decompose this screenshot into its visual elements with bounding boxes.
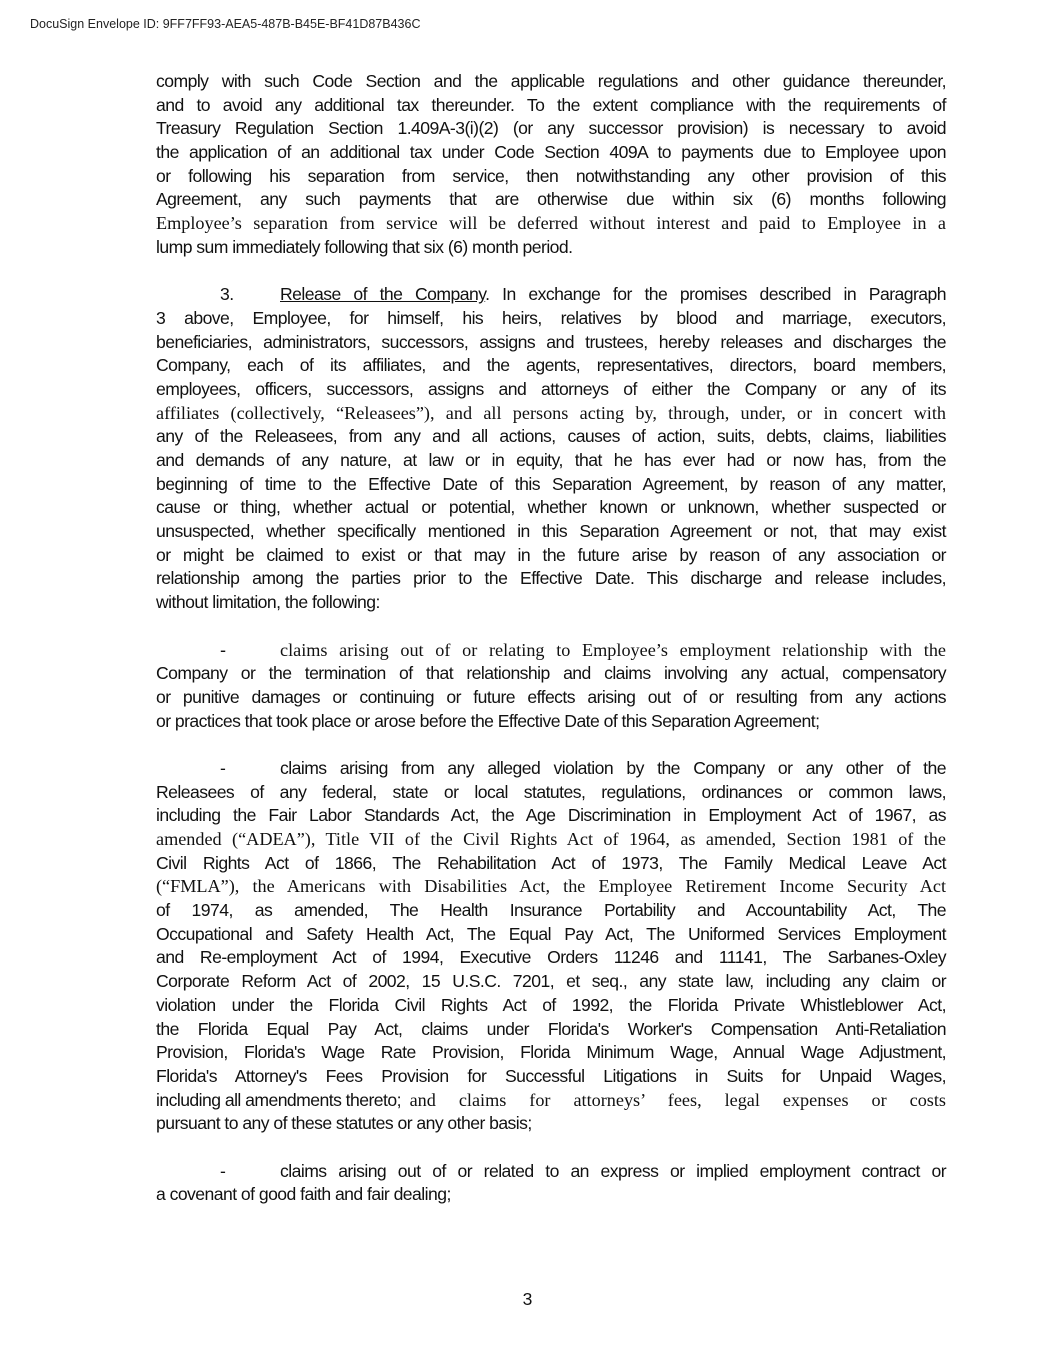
text-line: Occupational and Safety Health Act, The Equal Pay Act, The Uniformed Services Employment	[156, 923, 946, 944]
text-line: any of the Releasees, from any and all actions, causes of action, suits, debts, claims, liabilities	[156, 426, 946, 447]
text-line: and to avoid any additional tax thereunder. To the extent compliance with the requirements of	[156, 94, 946, 115]
text-line: the Florida Equal Pay Act, claims under Florida's Worker's Compensation Anti-Retaliation	[156, 1018, 946, 1039]
text-segment: and claims for attorneys’ fees, legal expenses or costs	[409, 1089, 946, 1110]
text-line: including the Fair Labor Standards Act, the Age Discrimination in Employment Act of 1967, as	[156, 805, 946, 826]
document-page-body	[156, 70, 946, 1231]
section-number: 3.	[220, 284, 234, 305]
text-line: Florida's Attorney's Fees Provision for Successful Litigations in Suits for Unpaid Wages,	[156, 1065, 946, 1086]
text-line: beneficiaries, administrators, successors, assigns and trustees, hereby releases and discharges the	[156, 331, 946, 352]
section-heading-line	[156, 283, 946, 307]
text-line: or might be claimed to exist or that may in the future arise by reason of any association or	[156, 544, 946, 565]
text-line: unsuspected, whether specifically mentioned in this Separation Agreement or not, that may exist	[156, 521, 946, 542]
bullet-item-contract-claims	[156, 1160, 946, 1207]
text-line: comply with such Code Section and the applicable regulations and other guidance thereunder,	[156, 71, 946, 91]
bullet-item-statutory-claims	[156, 757, 946, 1136]
text-line: and demands of any nature, at law or in equity, that he has ever had or now has, from the	[156, 450, 946, 470]
continuation-paragraph	[156, 70, 946, 260]
text-line: affiliates (collectively, “Releasees”), and all persons acting by, through, under, or in concert with	[156, 402, 946, 423]
bullet-dash: -	[220, 1160, 226, 1181]
text-line: Agreement, any such payments that are otherwise due within six (6) months following	[156, 189, 946, 210]
bullet-first-line	[156, 639, 946, 663]
text-line: relationship among the parties prior to the Effective Date. This discharge and release includes,	[156, 568, 946, 589]
bullet-item-employment-claims	[156, 639, 946, 734]
text-line: cause or thing, whether actual or potential, whether known or unknown, whether suspected or	[156, 497, 946, 518]
text-line: without limitation, the following:	[156, 592, 380, 613]
text-line: a covenant of good faith and fair dealing;	[156, 1184, 451, 1205]
text-line: Company, each of its affiliates, and the agents, representatives, directors, board members,	[156, 355, 946, 376]
text-line: Company or the termination of that relationship and claims involving any actual, compensatory	[156, 663, 946, 684]
bullet-text: claims arising from any alleged violation by the Company or any other of the	[280, 757, 946, 778]
text-line: Provision, Florida's Wage Rate Provision, Florida Minimum Wage, Annual Wage Adjustment,	[156, 1042, 946, 1063]
text-line: Corporate Reform Act of 2002, 15 U.S.C. 7201, et seq., any state law, including any claim or	[156, 971, 946, 992]
text-line: pursuant to any of these statutes or any other basis;	[156, 1113, 532, 1134]
text-line: Releasees of any federal, state or local statutes, regulations, ordinances or common laws,	[156, 781, 946, 802]
text-line: the application of an additional tax under Code Section 409A to payments due to Employee upon	[156, 142, 946, 163]
text-line: or following his separation from service, then notwithstanding any other provision of this	[156, 165, 946, 186]
bullet-first-line	[156, 1160, 946, 1184]
text-line: employees, officers, successors, assigns and attorneys of either the Company or any of its	[156, 378, 946, 399]
bullet-first-line	[156, 757, 946, 781]
bullet-dash: -	[220, 757, 226, 778]
text-line: and Re-employment Act of 1994, Executive Orders 11246 and 11141, The Sarbanes-Oxley	[156, 947, 946, 968]
page-number: 3	[522, 1289, 533, 1309]
text-line: Treasury Regulation Section 1.409A-3(i)(2) (or any successor provision) is necessary to avoid	[156, 118, 946, 139]
text-line: (“FMLA”), the Americans with Disabilities Act, the Employee Retirement Income Security Act	[156, 876, 946, 897]
text-segment: including all amendments thereto;	[156, 1089, 410, 1110]
text-line: 3 above, Employee, for himself, his heirs, relatives by blood and marriage, executors,	[156, 307, 946, 328]
text-line: lump sum immediately following that six (6) month period.	[156, 236, 573, 257]
bullet-dash: -	[220, 639, 227, 660]
text-line: amended (“ADEA”), Title VII of the Civil Rights Act of 1964, as amended, Section 1981 of the	[156, 829, 946, 849]
text-line: beginning of time to the Effective Date of this Separation Agreement, by reason of any matter,	[156, 473, 946, 494]
text-line: Employee’s separation from service will be deferred without interest and paid to Employee in a	[156, 213, 946, 234]
section-heading: Release of the Company	[280, 284, 486, 305]
section-intro: . In exchange for the promises described in Paragraph	[485, 284, 946, 305]
text-line: of 1974, as amended, The Health Insurance Portability and Accountability Act, The	[156, 900, 946, 921]
mixed-font-line	[156, 1089, 946, 1113]
text-line: Civil Rights Act of 1866, The Rehabilitation Act of 1973, The Family Medical Leave Act	[156, 852, 946, 873]
bullet-text: claims arising out of or related to an express or implied employment contract or	[280, 1160, 946, 1181]
docusign-envelope-id: DocuSign Envelope ID: 9FF7FF93-AEA5-487B-B45E-BF41D87B436C	[30, 17, 421, 31]
text-line: or punitive damages or continuing or future effects arising out of or resulting from any actions	[156, 686, 946, 707]
text-line: violation under the Florida Civil Rights Act of 1992, the Florida Private Whistleblower Act,	[156, 994, 946, 1015]
text-line: or practices that took place or arose before the Effective Date of this Separation Agreement;	[156, 710, 820, 731]
section-3-release-of-company	[156, 283, 946, 615]
bullet-text: claims arising out of or relating to Employee’s employment relationship with the	[280, 639, 946, 660]
